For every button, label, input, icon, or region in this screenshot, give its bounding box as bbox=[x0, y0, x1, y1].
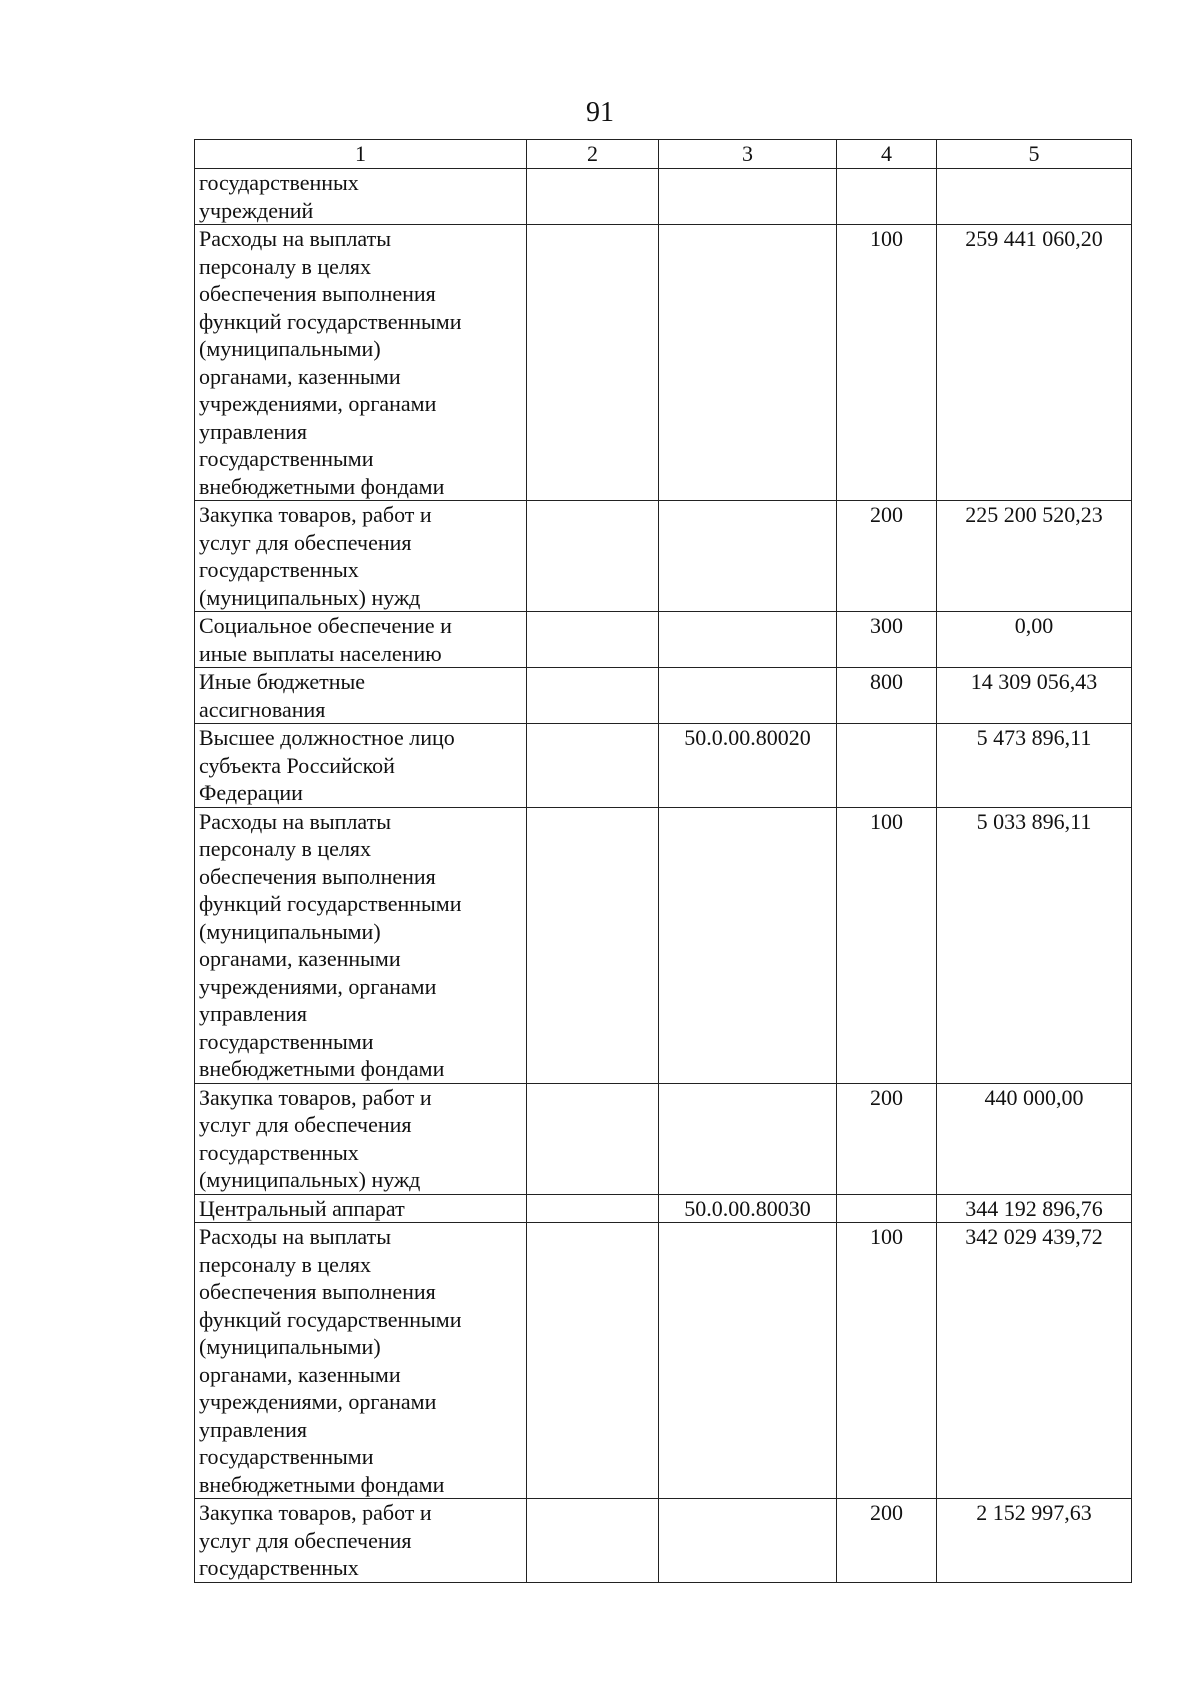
cell-target-code: 50.0.00.80030 bbox=[659, 1194, 837, 1223]
cell-col2 bbox=[527, 501, 659, 612]
cell-item-name: Расходы на выплаты персоналу в целях обеспечения выполнения функций государственными (муниципальными) органами, казенными учреждениями, органами управления государственными внебюджетными фондами bbox=[195, 1223, 527, 1499]
table-row bbox=[195, 1083, 1132, 1194]
table-row bbox=[195, 807, 1132, 1083]
cell-target-code: 50.0.00.80020 bbox=[659, 724, 837, 808]
cell-expense-type: 200 bbox=[837, 1083, 937, 1194]
cell-col2 bbox=[527, 1194, 659, 1223]
cell-item-name: Высшее должностное лицо субъекта Российской Федерации bbox=[195, 724, 527, 808]
cell-target-code bbox=[659, 1499, 837, 1583]
cell-col2 bbox=[527, 169, 659, 225]
cell-item-name: Расходы на выплаты персоналу в целях обеспечения выполнения функций государственными (муниципальными) органами, казенными учреждениями, органами управления государственными внебюджетными фондами bbox=[195, 807, 527, 1083]
cell-target-code bbox=[659, 169, 837, 225]
table-row bbox=[195, 724, 1132, 808]
cell-item-name: Закупка товаров, работ и услуг для обеспечения государственных bbox=[195, 1499, 527, 1583]
cell-expense-type: 800 bbox=[837, 668, 937, 724]
cell-col2 bbox=[527, 807, 659, 1083]
cell-amount: 2 152 997,63 bbox=[937, 1499, 1132, 1583]
cell-col2 bbox=[527, 1083, 659, 1194]
cell-expense-type: 200 bbox=[837, 1499, 937, 1583]
cell-col2 bbox=[527, 1223, 659, 1499]
column-header-1: 1 bbox=[195, 140, 527, 169]
cell-target-code bbox=[659, 501, 837, 612]
table-row bbox=[195, 501, 1132, 612]
cell-item-name: Иные бюджетные ассигнования bbox=[195, 668, 527, 724]
cell-target-code bbox=[659, 668, 837, 724]
cell-item-name: Социальное обеспечение и иные выплаты населению bbox=[195, 612, 527, 668]
cell-target-code bbox=[659, 225, 837, 501]
cell-expense-type bbox=[837, 724, 937, 808]
cell-expense-type: 300 bbox=[837, 612, 937, 668]
table-row bbox=[195, 1194, 1132, 1223]
cell-col2 bbox=[527, 225, 659, 501]
column-header-2: 2 bbox=[527, 140, 659, 169]
table-row bbox=[195, 668, 1132, 724]
cell-expense-type: 100 bbox=[837, 807, 937, 1083]
cell-item-name: Расходы на выплаты персоналу в целях обеспечения выполнения функций государственными (муниципальными) органами, казенными учреждениями, органами управления государственными внебюджетными фондами bbox=[195, 225, 527, 501]
cell-col2 bbox=[527, 724, 659, 808]
cell-amount: 225 200 520,23 bbox=[937, 501, 1132, 612]
cell-amount: 5 473 896,11 bbox=[937, 724, 1132, 808]
cell-target-code bbox=[659, 807, 837, 1083]
column-header-5: 5 bbox=[937, 140, 1132, 169]
cell-expense-type bbox=[837, 1194, 937, 1223]
budget-table bbox=[194, 139, 1132, 1583]
column-header-3: 3 bbox=[659, 140, 837, 169]
header-row bbox=[195, 140, 1132, 169]
cell-target-code bbox=[659, 612, 837, 668]
cell-amount: 344 192 896,76 bbox=[937, 1194, 1132, 1223]
cell-item-name: Закупка товаров, работ и услуг для обеспечения государственных (муниципальных) нужд bbox=[195, 1083, 527, 1194]
cell-col2 bbox=[527, 668, 659, 724]
cell-amount: 14 309 056,43 bbox=[937, 668, 1132, 724]
cell-item-name: Центральный аппарат bbox=[195, 1194, 527, 1223]
cell-amount: 259 441 060,20 bbox=[937, 225, 1132, 501]
cell-expense-type bbox=[837, 169, 937, 225]
page-number: 91 bbox=[586, 97, 614, 128]
table-row bbox=[195, 1499, 1132, 1583]
cell-amount: 440 000,00 bbox=[937, 1083, 1132, 1194]
table-row bbox=[195, 1223, 1132, 1499]
cell-expense-type: 100 bbox=[837, 1223, 937, 1499]
cell-amount bbox=[937, 169, 1132, 225]
table-row bbox=[195, 169, 1132, 225]
cell-amount: 342 029 439,72 bbox=[937, 1223, 1132, 1499]
cell-col2 bbox=[527, 612, 659, 668]
table-row bbox=[195, 225, 1132, 501]
cell-col2 bbox=[527, 1499, 659, 1583]
cell-amount: 0,00 bbox=[937, 612, 1132, 668]
cell-expense-type: 200 bbox=[837, 501, 937, 612]
cell-target-code bbox=[659, 1223, 837, 1499]
table-row bbox=[195, 612, 1132, 668]
cell-item-name: государственных учреждений bbox=[195, 169, 527, 225]
cell-item-name: Закупка товаров, работ и услуг для обеспечения государственных (муниципальных) нужд bbox=[195, 501, 527, 612]
cell-expense-type: 100 bbox=[837, 225, 937, 501]
cell-amount: 5 033 896,11 bbox=[937, 807, 1132, 1083]
cell-target-code bbox=[659, 1083, 837, 1194]
column-header-4: 4 bbox=[837, 140, 937, 169]
